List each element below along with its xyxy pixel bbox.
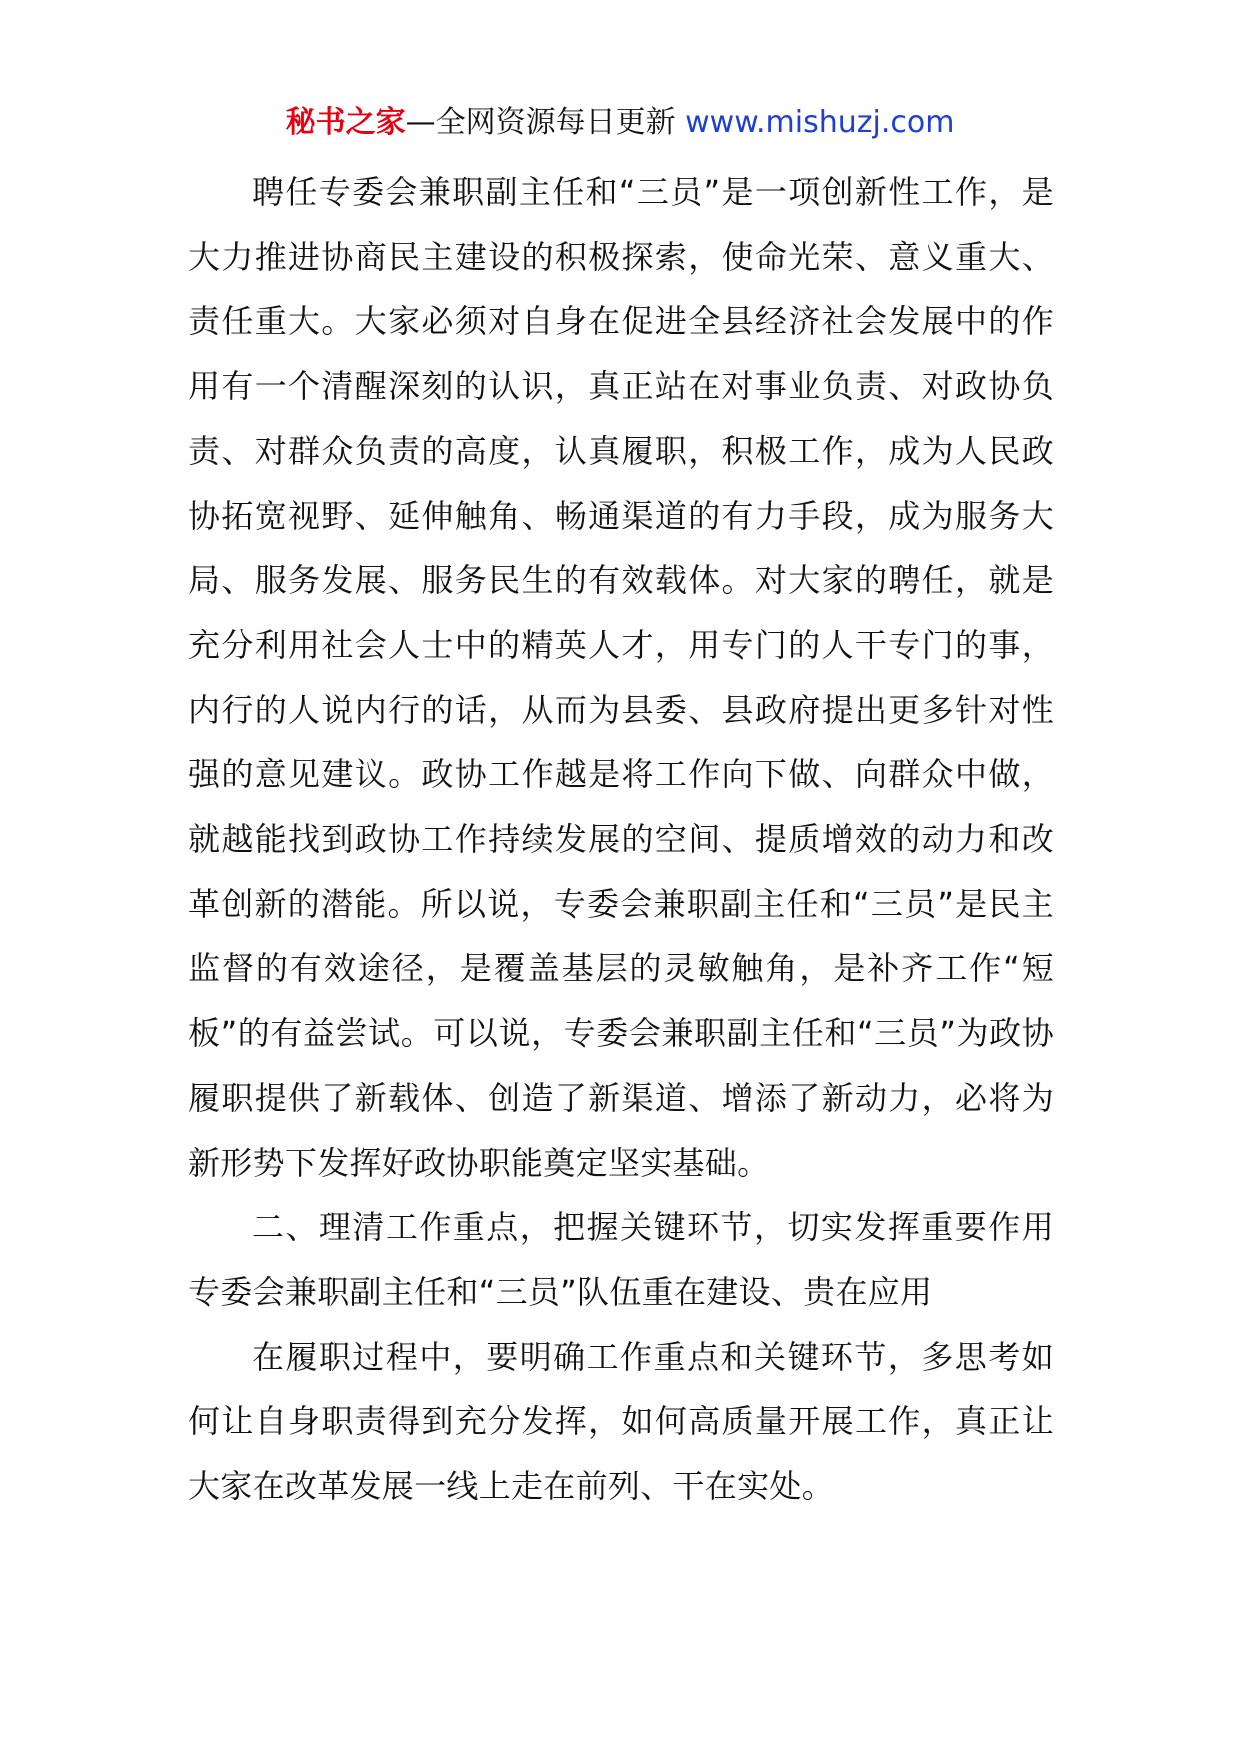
brand-name: 秘书之家: [285, 105, 406, 140]
site-header: [0, 100, 1240, 146]
paragraph-2: 在履职过程中，要明确工作重点和关键环节，多思考如何让自身职责得到充分发挥，如何高质量开展工作，真正让大家在改革发展一线上走在前列、干在实处。: [188, 1337, 1054, 1506]
section-heading: 二、理清工作重点，把握关键环节，切实发挥重要作用专委会兼职副主任和“三员”队伍重在建设、贵在应用: [188, 1208, 1054, 1311]
site-url-link[interactable]: www.mishuzj.com: [685, 105, 955, 140]
header-slogan: —全网资源每日更新: [405, 105, 676, 140]
paragraph-1: 聘任专委会兼职副主任和“三员”是一项创新性工作，是大力推进协商民主建设的积极探索，使命光荣、意义重大、责任重大。大家必须对自身在促进全县经济社会发展中的作用有一个清醒深刻的认识，真正站在对事业负责、对政协负责、对群众负责的高度，认真履职，积极工作，成为人民政协拓宽视野、延伸触角、畅通渠道的有力手段，成为服务大局、服务发展、服务民生的有效载体。对大家的聘任，就是充分利用社会人士中的精英人才，用专门的人干专门的事，内行的人说内行的话，从而为县委、县政府提出更多针对性强的意见建议。政协工作越是将工作向下做、向群众中做，就越能找到政协工作持续发展的空间、提质增效的动力和改革创新的潜能。所以说，专委会兼职副主任和“三员”是民主监督的有效途径，是覆盖基层的灵敏触角，是补齐工作“短板”的有益尝试。可以说，专委会兼职副主任和“三员”为政协履职提供了新载体、创造了新渠道、增添了新动力，必将为新形势下发挥好政协职能奠定坚实基础。: [188, 173, 1054, 1182]
document-body: [188, 160, 1054, 1519]
